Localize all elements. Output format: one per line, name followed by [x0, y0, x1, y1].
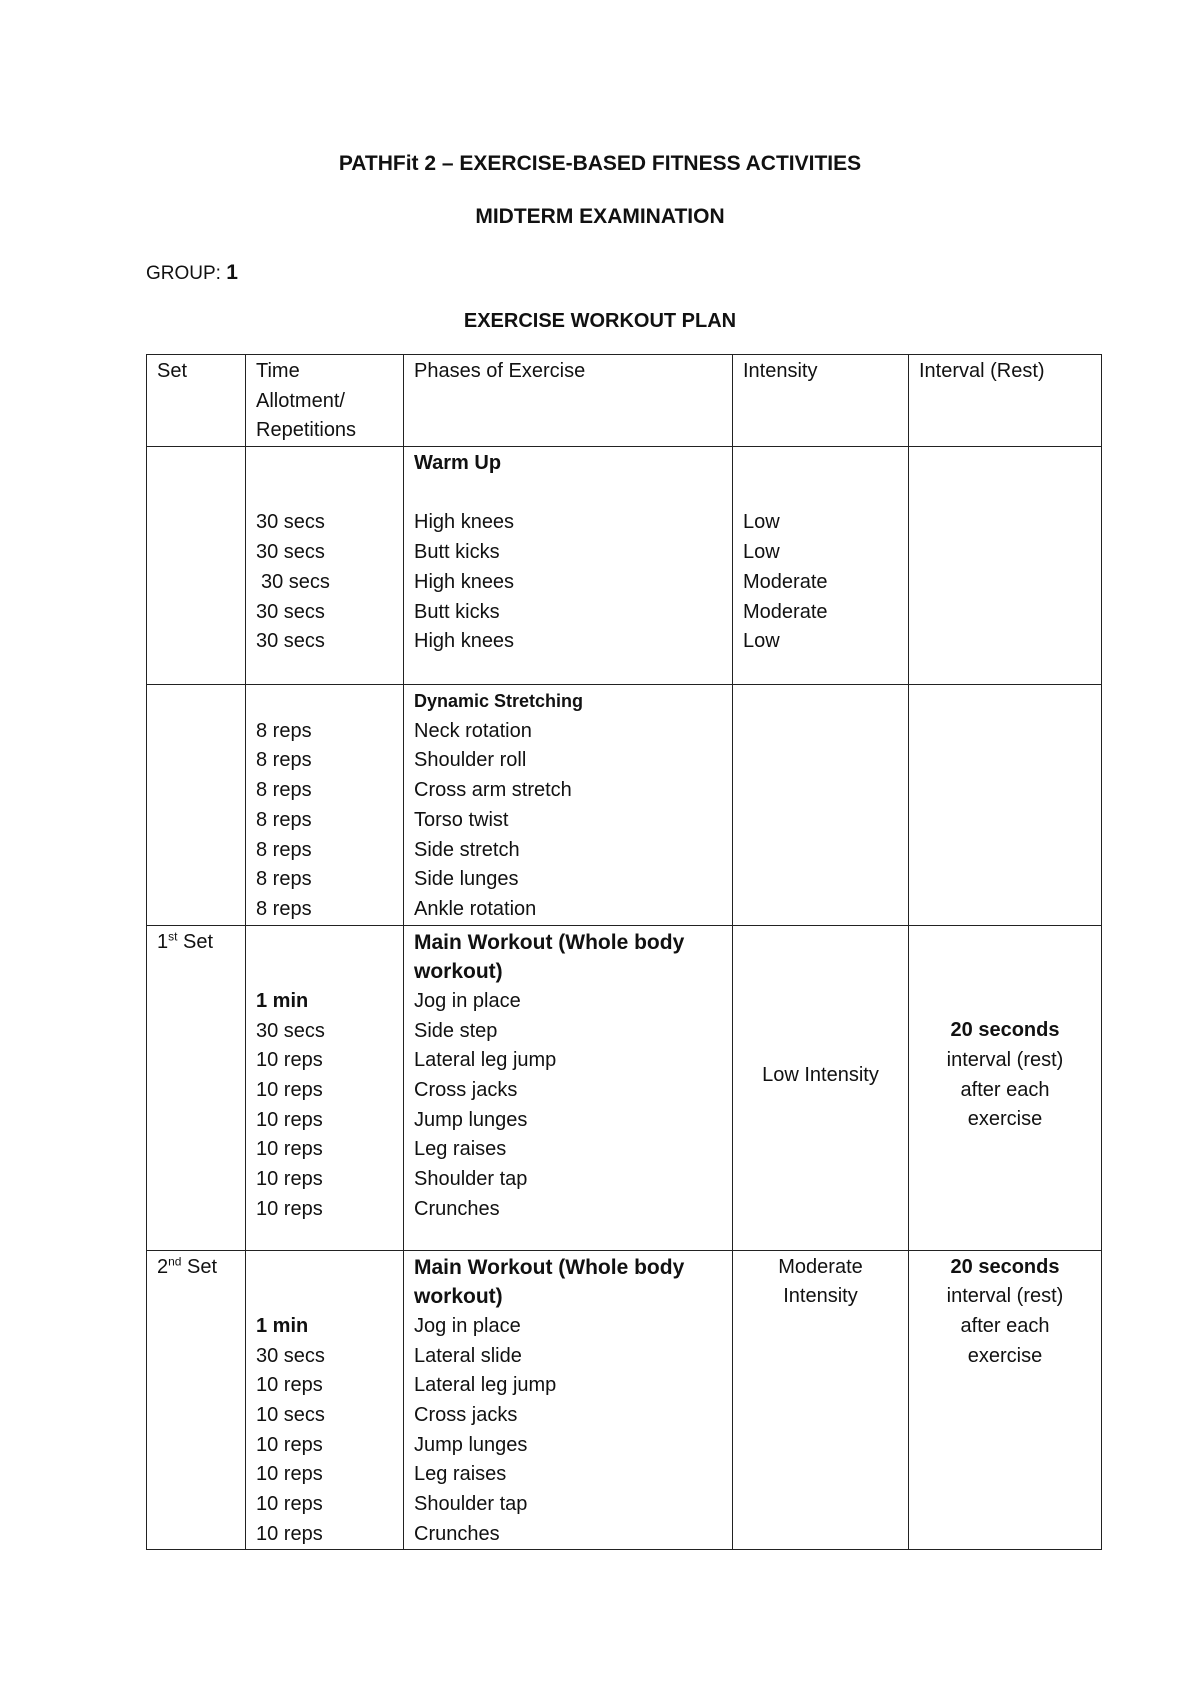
stretching-phase-cell [404, 685, 733, 926]
set2-time: 10 reps [256, 1522, 323, 1545]
set1-title: Main Workout (Whole body [414, 930, 685, 954]
warmup-time-cell [246, 447, 404, 685]
set1-exercise: Side step [414, 1019, 498, 1042]
set2-phase-cell [404, 1250, 733, 1550]
set1-time: 10 reps [256, 1108, 323, 1131]
set1-intensity-cell [733, 925, 909, 1250]
set2-interval: 20 seconds [950, 1255, 1060, 1278]
set1-time: 30 secs [256, 1019, 325, 1042]
set2-exercise: Jump lunges [414, 1433, 528, 1456]
set2-intensity-cell [733, 1250, 909, 1550]
group-line [146, 261, 238, 285]
warmup-interval-cell [909, 447, 1102, 685]
stretching-time: 8 reps [256, 779, 312, 802]
warmup-set-cell [147, 447, 246, 685]
set1-set-cell [147, 925, 246, 1250]
warmup-intensity: Moderate [743, 570, 828, 593]
stretching-time: 8 reps [256, 808, 312, 831]
set1-exercise: Crunches [414, 1197, 500, 1220]
set2-label: 2nd Set [157, 1253, 218, 1278]
set1-time-cell [246, 925, 404, 1250]
set2-interval: after each [960, 1314, 1050, 1337]
set2-time: 10 reps [256, 1493, 323, 1516]
set1-row [147, 925, 1102, 1250]
stretching-time-cell [246, 685, 404, 926]
set2-exercise: Shoulder tap [414, 1493, 528, 1516]
warmup-intensity: Moderate [743, 600, 828, 623]
group-label: GROUP: [146, 263, 221, 284]
warmup-exercise: Butt kicks [414, 600, 500, 623]
header-interval: Interval (Rest) [909, 355, 1102, 447]
stretching-time: 8 reps [256, 897, 312, 920]
header-time: Time Allotment/ Repetitions [246, 355, 404, 447]
set1-exercise: Jump lunges [414, 1108, 528, 1131]
set2-interval-cell [909, 1250, 1102, 1550]
set1-exercise: Leg raises [414, 1138, 507, 1161]
stretching-intensity-cell [733, 685, 909, 926]
set2-row [147, 1250, 1102, 1550]
stretching-time: 8 reps [256, 719, 312, 742]
warmup-intensity: Low [743, 630, 780, 653]
set1-title: workout) [414, 960, 503, 984]
set1-time: 10 reps [256, 1049, 323, 1072]
warmup-time: 30 secs [256, 630, 325, 653]
warmup-time: 30 secs [256, 541, 325, 564]
set1-time: 10 reps [256, 1138, 323, 1161]
warmup-time: 30 secs [256, 600, 325, 623]
header-intensity: Intensity [733, 355, 909, 447]
stretching-exercise: Torso twist [414, 808, 509, 831]
set2-intensity: Intensity [783, 1285, 858, 1308]
plan-title: EXERCISE WORKOUT PLAN [463, 310, 737, 332]
set2-time: 30 secs [256, 1344, 325, 1367]
set2-exercise: Cross jacks [414, 1404, 518, 1426]
stretching-set-cell [147, 685, 246, 926]
set2-intensity: Moderate [778, 1255, 863, 1278]
stretching-time: 8 reps [256, 868, 312, 891]
warmup-intensity: Low [743, 541, 780, 564]
set2-time: 1 min [256, 1314, 309, 1337]
set2-time: 10 reps [256, 1374, 323, 1397]
stretching-exercise: Side stretch [414, 838, 520, 861]
document-subtitle: MIDTERM EXAMINATION [475, 205, 725, 228]
stretching-exercise: Ankle rotation [414, 897, 537, 920]
set2-exercise: Leg raises [414, 1463, 507, 1486]
set1-interval-cell [909, 925, 1102, 1250]
set1-interval: exercise [967, 1108, 1043, 1131]
set2-exercise: Lateral slide [414, 1344, 522, 1367]
warmup-title: Warm Up [414, 452, 502, 475]
set2-title: Main Workout (Whole body [414, 1255, 685, 1279]
set2-exercise: Lateral leg jump [414, 1374, 557, 1397]
set2-title: workout) [414, 1285, 503, 1309]
set1-exercise: Cross jacks [414, 1079, 518, 1101]
header-phases: Phases of Exercise [404, 355, 733, 447]
set1-time: 10 reps [256, 1079, 323, 1101]
set1-interval: 20 seconds [950, 1019, 1060, 1042]
set2-exercise: Jog in place [414, 1314, 521, 1337]
set1-exercise: Lateral leg jump [414, 1049, 557, 1072]
stretching-exercise: Shoulder roll [414, 749, 527, 772]
set1-time: 1 min [256, 989, 309, 1012]
table-header-row [147, 355, 1102, 447]
warmup-exercise: High knees [414, 570, 515, 593]
warmup-row [147, 447, 1102, 685]
set1-time: 10 reps [256, 1197, 323, 1220]
set2-interval: exercise [967, 1344, 1043, 1367]
set2-interval: interval (rest) [946, 1285, 1064, 1308]
set1-intensity: Low Intensity [762, 1063, 879, 1086]
set1-time: 10 reps [256, 1168, 323, 1191]
warmup-phase-cell [404, 447, 733, 685]
stretching-exercise: Neck rotation [414, 719, 532, 742]
stretching-row [147, 685, 1102, 926]
warmup-exercise: High knees [414, 511, 515, 534]
set1-interval: after each [960, 1078, 1050, 1101]
warmup-exercise: High knees [414, 630, 515, 653]
set2-time: 10 reps [256, 1463, 323, 1486]
set1-exercise: Shoulder tap [414, 1168, 528, 1191]
set1-phase-cell [404, 925, 733, 1250]
warmup-intensity-cell [733, 447, 909, 685]
workout-plan-table [146, 354, 1102, 1550]
header-set: Set [147, 355, 246, 447]
set2-time: 10 secs [256, 1404, 325, 1426]
set2-time: 10 reps [256, 1433, 323, 1456]
warmup-intensity: Low [743, 511, 780, 534]
warmup-exercise: Butt kicks [414, 541, 500, 564]
stretching-interval-cell [909, 685, 1102, 926]
set2-time-cell [246, 1250, 404, 1550]
stretching-exercise: Side lunges [414, 868, 519, 891]
set2-exercise: Crunches [414, 1522, 500, 1545]
set1-label: 1st Set [157, 928, 214, 953]
stretching-exercise: Cross arm stretch [414, 779, 572, 802]
warmup-time: 30 secs [261, 570, 330, 593]
group-value: 1 [226, 261, 238, 284]
stretching-time: 8 reps [256, 838, 312, 861]
document-title: PATHFit 2 – EXERCISE-BASED FITNESS ACTIVITIES [338, 152, 862, 175]
set2-set-cell [147, 1250, 246, 1550]
set1-exercise: Jog in place [414, 989, 521, 1012]
warmup-time: 30 secs [256, 511, 325, 534]
stretching-title: Dynamic Stretching [414, 691, 584, 712]
stretching-time: 8 reps [256, 749, 312, 772]
set1-interval: interval (rest) [946, 1048, 1064, 1071]
